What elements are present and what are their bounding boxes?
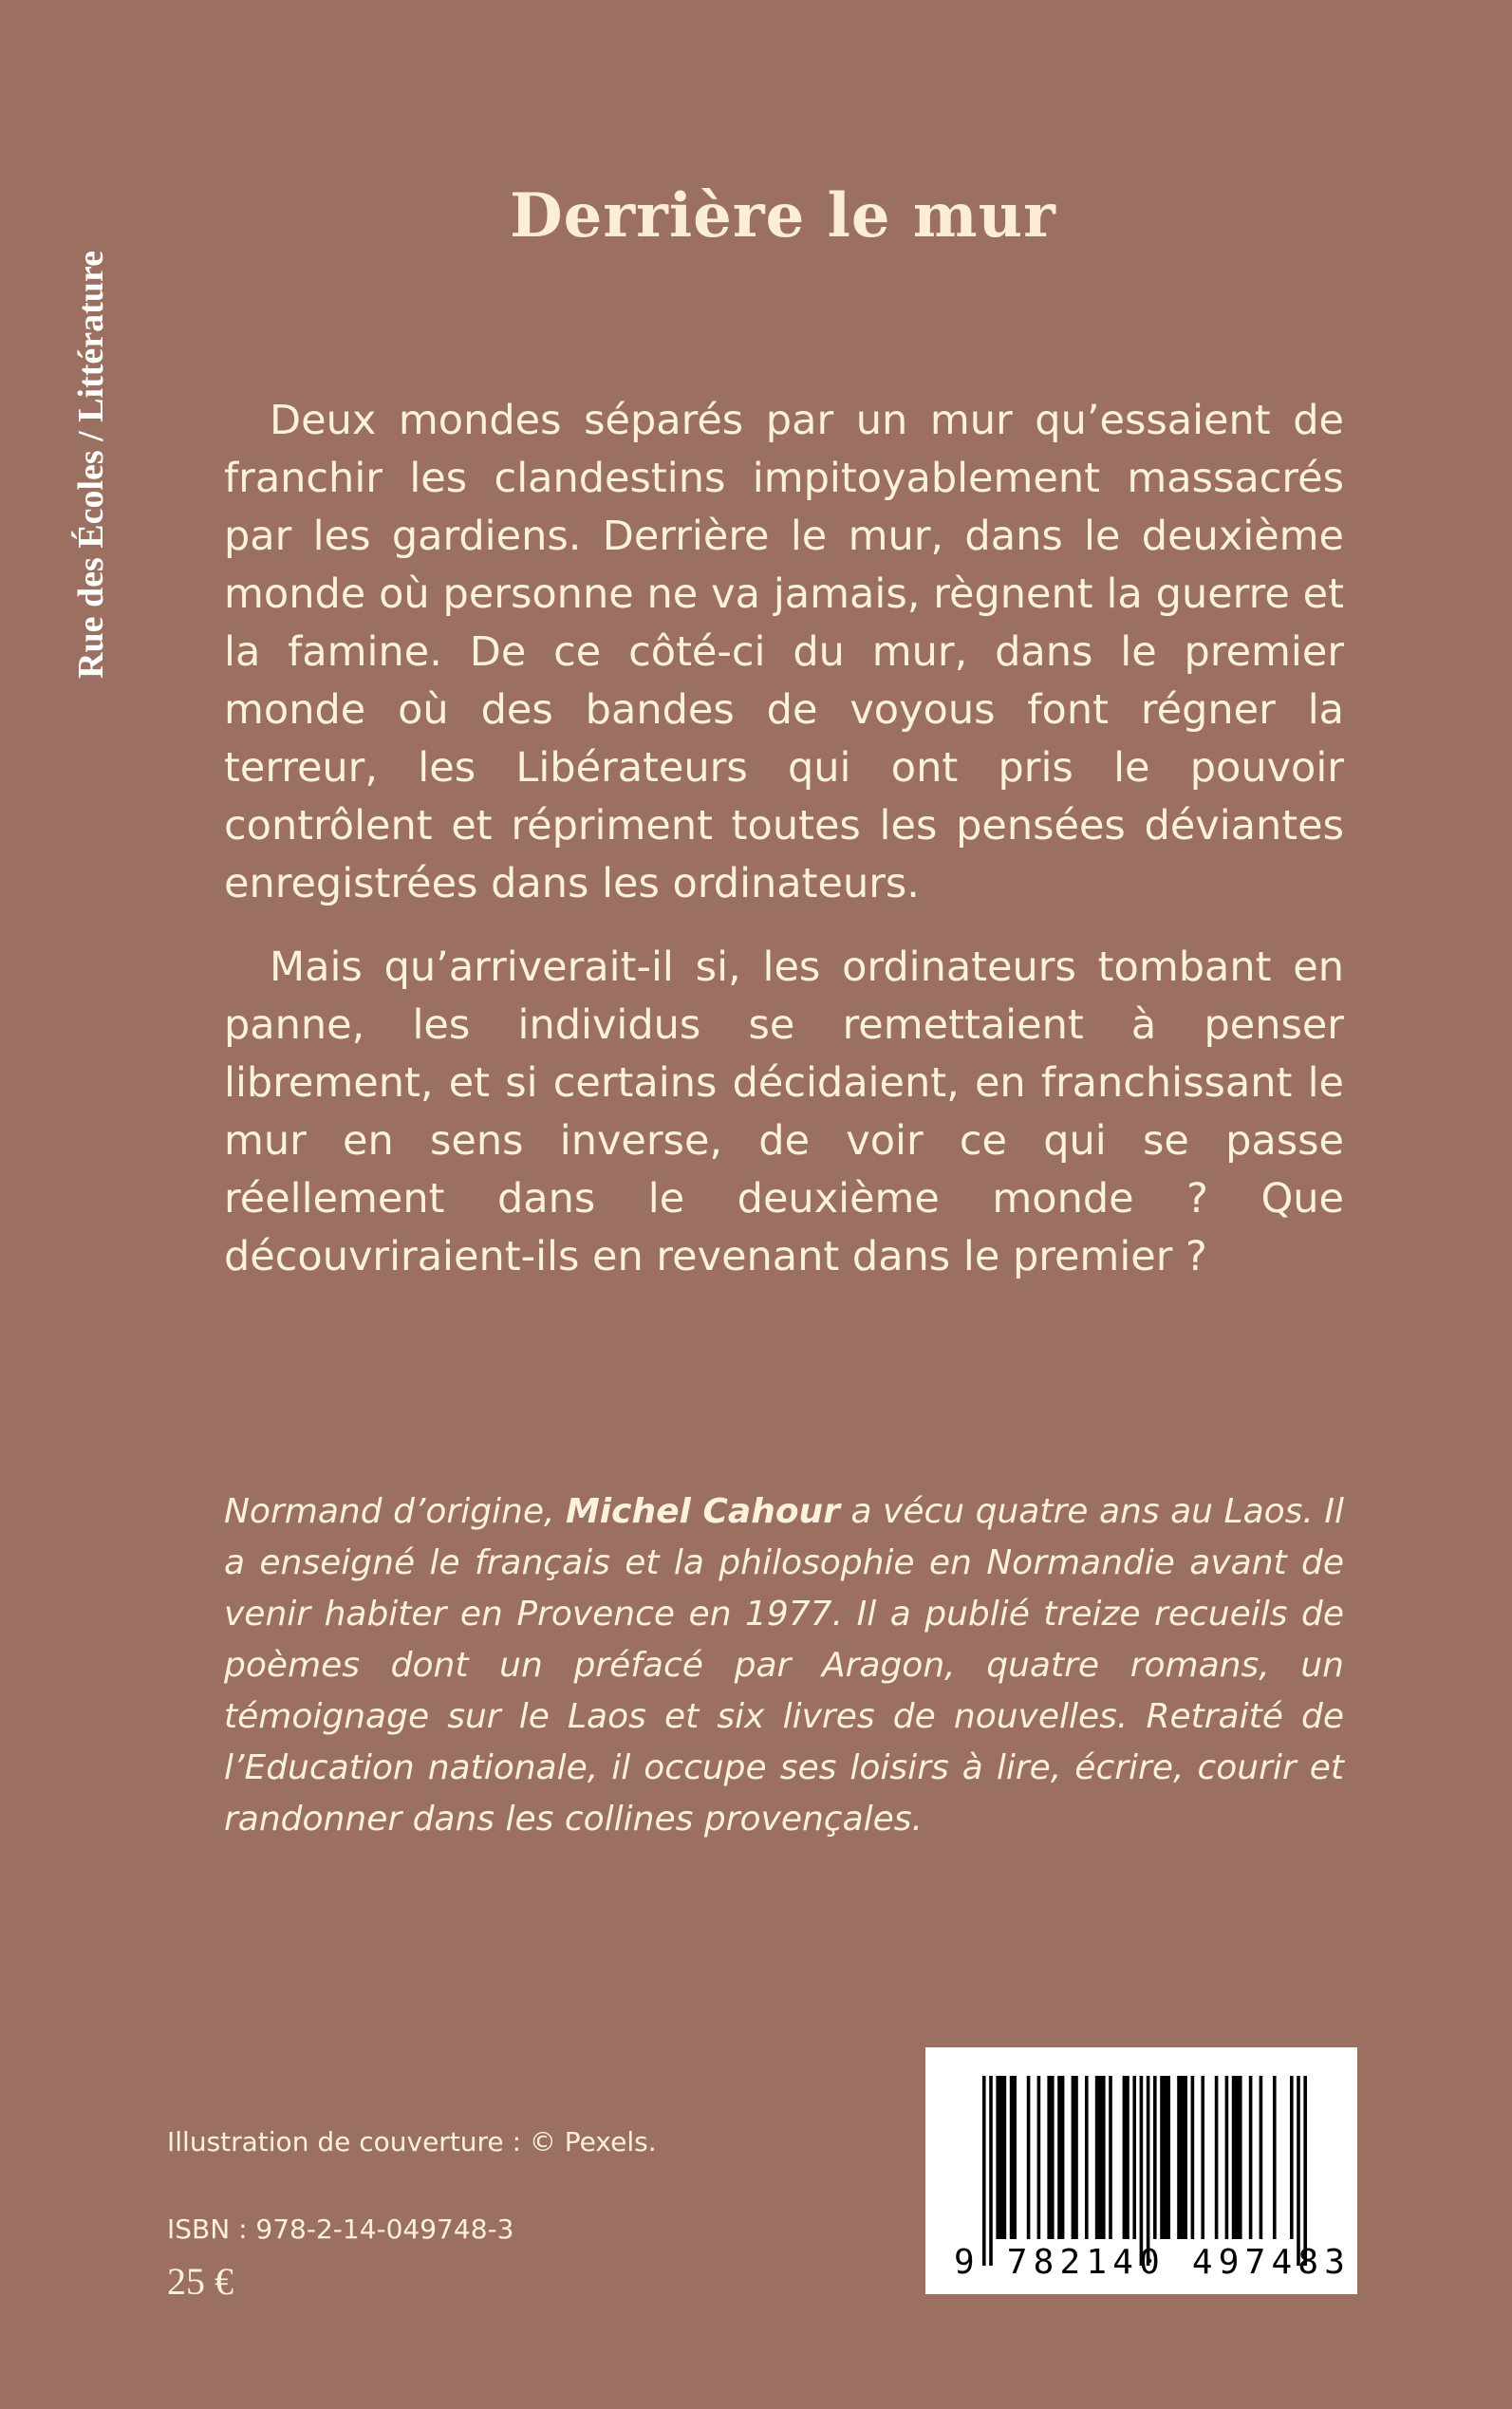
barcode-bar (1085, 2076, 1089, 2239)
barcode-bar (1201, 2076, 1204, 2239)
barcode-bar (1140, 2076, 1144, 2266)
barcode-bar (1072, 2076, 1078, 2239)
barcode-bar (1037, 2076, 1041, 2239)
barcode-bar (1047, 2076, 1054, 2239)
bio-text: a vécu quatre ans au Laos. Il a enseigné le français et la philosophie en Normandie avant de venir habiter en Provence en 1977. Il a publié treize recueils de poèmes dont un préfacé par Aragon, quatre romans, un témoignage sur le Laos et six livres de nouvelles. Retraité de l’Education nationale, il occupe ses loisirs à lire, écrire, courir et randonner dans les collines provençales. (224, 1492, 1344, 1839)
barcode-bar (1123, 2076, 1129, 2239)
barcode-bar (1191, 2076, 1195, 2239)
barcode-bar (1057, 2076, 1064, 2239)
barcode-bar (1232, 2076, 1242, 2239)
barcode-bar (1109, 2076, 1112, 2239)
book-title: Derrière le mur (510, 179, 1056, 252)
author-bio (224, 1486, 1344, 1845)
barcode-bar (1153, 2076, 1157, 2239)
illustration-credit: Illustration de couverture : © Pexels. (167, 2126, 657, 2157)
barcode-digits: 9 782140 497483 (954, 2243, 1352, 2282)
barcode-bar (1260, 2076, 1263, 2239)
barcode-bar (1249, 2076, 1253, 2239)
price: 25 € (167, 2260, 233, 2303)
barcode-bar (1010, 2076, 1017, 2239)
barcode-bar (1215, 2076, 1219, 2239)
barcode-bar (1290, 2076, 1294, 2239)
barcode-bar (1147, 2076, 1150, 2266)
barcode-bar (996, 2076, 1006, 2239)
barcode (925, 2047, 1357, 2294)
isbn: ISBN : 978-2-14-049748-3 (167, 2213, 514, 2245)
summary-paragraph-1: Deux mondes séparés par un mur qu’essaient de franchir les clandestins impitoyablement massacrés par les gardiens. Derrière le mur, dans le deuxième monde où personne ne va jamais, règnent la guerre et la famine. De ce côté-ci du mur, dans le premier monde où des bandes de voyous font régner la terreur, les Libérateurs qui ont pris le pouvoir contrôlent et répriment toutes les pensées déviantes enregistrées dans les ordinateurs. (224, 397, 1344, 907)
barcode-bar (1095, 2076, 1106, 2239)
barcode-bar (982, 2076, 986, 2266)
barcode-bar (1027, 2076, 1031, 2239)
barcode-bar (1132, 2076, 1136, 2239)
author-name: Michel Cahour (565, 1492, 840, 1531)
summary-paragraph-2: Mais qu’arriverait-il si, les ordinateurs tombant en panne, les individus se remettaient à penser librement, et si certains décidaient, en franchissant le mur en sens inverse, de voir ce qui se passe réellement dans le deuxième monde ? Que découvriraient-ils en revenant dans le premier ? (224, 943, 1344, 1280)
barcode-bar (1297, 2076, 1300, 2266)
bio-prefix: Normand d’origine, (224, 1492, 566, 1531)
barcode-bar (1225, 2076, 1229, 2239)
barcode-bar (1160, 2076, 1170, 2239)
barcode-bar (1273, 2076, 1277, 2239)
barcode-bar (1177, 2076, 1187, 2239)
barcode-bar (1303, 2076, 1307, 2266)
barcode-bar (989, 2076, 993, 2266)
series-spine-label: Rue des Écoles / Littérature (71, 251, 111, 679)
